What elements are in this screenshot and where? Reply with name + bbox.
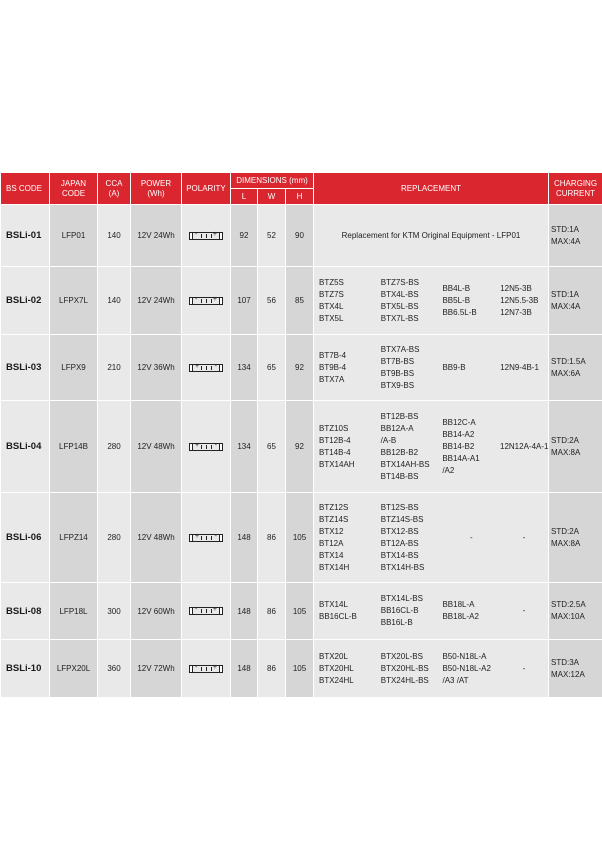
- length-cell: 107: [231, 267, 258, 335]
- replacement-item: BT9B-BS: [380, 368, 415, 378]
- replacement-grid: [314, 344, 548, 392]
- replacement-cell: [314, 335, 549, 401]
- battery-polarity-icon: [189, 607, 223, 615]
- replacement-item: BT14B-BS: [380, 471, 419, 481]
- charging-value: MAX:4A: [551, 236, 581, 246]
- cell-divider-icon: [201, 445, 202, 449]
- charging-cell: [549, 205, 602, 267]
- bs-code-cell: BSLi-06: [1, 493, 50, 583]
- replacement-item: B50-N18L-A2: [442, 663, 491, 673]
- length-cell: 134: [231, 335, 258, 401]
- bs-code-cell: BSLi-03: [1, 335, 50, 401]
- bs-code-header: BS CODE: [1, 173, 50, 205]
- replacement-item: BT12S-BS: [380, 502, 419, 512]
- polarity-left-symbol: -: [195, 606, 198, 614]
- length-cell: 148: [231, 493, 258, 583]
- replacement-item: BTX14: [319, 550, 344, 560]
- replacement-item: BB16CL-B: [380, 606, 419, 615]
- replacement-item: BTX24HL: [319, 675, 354, 685]
- terminal-right-icon: [219, 232, 223, 240]
- replacement-column: [381, 277, 443, 325]
- power-cell: 12V 36Wh: [131, 335, 182, 401]
- replacement-item: BTX5L: [319, 313, 344, 323]
- replacement-item: /A2: [442, 465, 455, 475]
- replacement-item: BT7B-BS: [380, 356, 415, 366]
- replacement-column: [319, 502, 381, 574]
- replacement-item: BTX12: [319, 526, 344, 536]
- replacement-item: BB18L-A: [442, 600, 475, 609]
- width-cell: 65: [258, 335, 286, 401]
- replacement-column: [500, 283, 548, 319]
- battery-polarity-icon: [189, 443, 223, 451]
- terminal-left-icon: [189, 297, 193, 305]
- charging-value: MAX:10A: [551, 612, 585, 621]
- cell-divider-icon: [206, 609, 207, 613]
- width-cell: 52: [258, 205, 286, 267]
- replacement-cell: [314, 267, 549, 335]
- charging-value: MAX:6A: [551, 368, 581, 378]
- replacement-item: BTX5L-BS: [380, 301, 419, 311]
- replacement-column: [319, 277, 381, 325]
- replacement-column: [442, 651, 500, 687]
- replacement-item: BB6.5L-B: [442, 307, 477, 317]
- replacement-column: [500, 441, 548, 453]
- replacement-item: BB12B-B2: [380, 447, 419, 457]
- battery-polarity-icon: [189, 534, 223, 542]
- height-cell: 105: [286, 640, 314, 698]
- cell-divider-icon: [201, 667, 202, 671]
- charging-value: STD:2A: [551, 435, 580, 445]
- replacement-item: BTX20L-BS: [380, 651, 423, 661]
- replacement-item: BTX7L-BS: [380, 313, 419, 323]
- replacement-column: [381, 344, 443, 392]
- replacement-item: 12N12A-4A-1: [500, 441, 549, 451]
- replacement-item: BTX12-BS: [380, 526, 419, 536]
- terminal-right-icon: [219, 607, 223, 615]
- cell-divider-icon: [211, 299, 212, 303]
- height-cell: 92: [286, 401, 314, 493]
- replacement-item: BTX14AH-BS: [380, 459, 430, 469]
- replacement-grid: [314, 502, 548, 574]
- polarity-right-symbol: -: [214, 532, 217, 540]
- cell-divider-icon: [201, 366, 202, 370]
- japan-code-cell: LFPX20L: [50, 640, 98, 698]
- replacement-item: 12N9-4B-1: [500, 362, 539, 372]
- charging-header-line1: CHARGING: [553, 178, 598, 188]
- replacement-item: BTX9-BS: [380, 380, 415, 390]
- replacement-cell: [314, 640, 549, 698]
- height-cell: 92: [286, 335, 314, 401]
- replacement-item: -: [522, 663, 526, 673]
- charging-header-line2: CURRENT: [555, 188, 596, 198]
- charging-cell: [549, 583, 602, 640]
- table-row: [1, 267, 602, 335]
- replacement-item: BTX20HL: [319, 663, 354, 673]
- polarity-right-symbol: -: [214, 362, 217, 370]
- terminal-right-icon: [219, 364, 223, 372]
- replacement-item: BTX14AH: [319, 459, 355, 469]
- replacement-column: [500, 663, 548, 675]
- replacement-item: BT12A: [319, 538, 344, 548]
- charging-cell: [549, 493, 602, 583]
- charging-value: STD:2.5A: [551, 600, 586, 609]
- height-cell: 105: [286, 493, 314, 583]
- replacement-column: [319, 599, 381, 623]
- cell-divider-icon: [211, 234, 212, 238]
- charging-value: MAX:8A: [551, 538, 581, 548]
- polarity-cell: [182, 493, 231, 583]
- replacement-item: BTX20L: [319, 651, 348, 661]
- replacement-item: BB5L-B: [442, 295, 471, 305]
- bs-code-cell: BSLi-08: [1, 583, 50, 640]
- battery-polarity-icon: [189, 297, 223, 305]
- cell-divider-icon: [206, 536, 207, 540]
- bs-code-cell: BSLi-04: [1, 401, 50, 493]
- replacement-item: BTX14L-BS: [380, 594, 423, 603]
- replacement-item: BTZ14S: [319, 514, 349, 524]
- replacement-column: [319, 423, 381, 471]
- charging-value: MAX:8A: [551, 447, 581, 457]
- replacement-item: BB4L-B: [442, 283, 471, 293]
- polarity-right-symbol: -: [214, 441, 217, 449]
- polarity-right-symbol: +: [212, 606, 217, 614]
- cell-divider-icon: [201, 234, 202, 238]
- terminal-right-icon: [219, 443, 223, 451]
- replacement-item: BTX20HL-BS: [380, 663, 429, 673]
- polarity-right-symbol: +: [212, 295, 217, 303]
- replacement-grid: [314, 651, 548, 687]
- charging-cell: [549, 335, 602, 401]
- terminal-right-icon: [219, 297, 223, 305]
- replacement-cell: [314, 205, 549, 267]
- cell-divider-icon: [211, 667, 212, 671]
- charging-value: STD:2A: [551, 526, 580, 536]
- replacement-column: [500, 362, 548, 374]
- battery-polarity-icon: [189, 364, 223, 372]
- replacement-item: BB16L-B: [380, 618, 413, 627]
- polarity-cell: [182, 267, 231, 335]
- width-cell: 86: [258, 493, 286, 583]
- polarity-left-symbol: +: [195, 532, 200, 540]
- cell-divider-icon: [206, 299, 207, 303]
- cca-cell: 280: [98, 493, 131, 583]
- replacement-item: -: [522, 532, 526, 542]
- replacement-item: BB12C-A: [442, 417, 476, 427]
- height-cell: 105: [286, 583, 314, 640]
- power-cell: 12V 24Wh: [131, 205, 182, 267]
- cell-divider-icon: [206, 445, 207, 449]
- replacement-column: [500, 532, 548, 544]
- charging-value: STD:1.5A: [551, 356, 586, 366]
- polarity-left-symbol: +: [195, 441, 200, 449]
- japan-code-cell: LFPX9: [50, 335, 98, 401]
- cell-divider-icon: [211, 609, 212, 613]
- replacement-column: [500, 605, 548, 617]
- charging-cell: [549, 267, 602, 335]
- replacement-item: BT7B-4: [319, 350, 347, 360]
- replacement-item: BTX4L-BS: [380, 289, 419, 299]
- terminal-left-icon: [189, 364, 193, 372]
- polarity-cell: [182, 583, 231, 640]
- japan-code-header: [50, 173, 98, 205]
- width-cell: 86: [258, 583, 286, 640]
- replacement-item: BTX14L: [319, 600, 348, 609]
- polarity-header: POLARITY: [182, 173, 231, 205]
- cell-divider-icon: [211, 366, 212, 370]
- replacement-column: [442, 532, 500, 544]
- replacement-item: 12N7-3B: [500, 307, 532, 317]
- cca-header: [98, 173, 131, 205]
- battery-spec-table: [0, 172, 602, 698]
- polarity-cell: [182, 205, 231, 267]
- bs-code-cell: BSLi-01: [1, 205, 50, 267]
- cell-divider-icon: [201, 609, 202, 613]
- replacement-column: [442, 417, 500, 477]
- replacement-item: BTZ5S: [319, 277, 344, 287]
- cell-divider-icon: [206, 234, 207, 238]
- dim-h-header: H: [286, 189, 314, 205]
- terminal-left-icon: [189, 232, 193, 240]
- polarity-cell: [182, 335, 231, 401]
- replacement-cell: [314, 583, 549, 640]
- charging-cell: [549, 640, 602, 698]
- table-row: [1, 335, 602, 401]
- cca-cell: 140: [98, 205, 131, 267]
- battery-polarity-icon: [189, 665, 223, 673]
- japan-code-cell: LFP01: [50, 205, 98, 267]
- replacement-item: BTZ7S-BS: [380, 277, 419, 287]
- power-header-line1: POWER: [140, 178, 172, 188]
- replacement-item: BB18L-A2: [442, 612, 479, 621]
- length-cell: 148: [231, 640, 258, 698]
- replacement-grid: [314, 277, 548, 325]
- table-row: [1, 205, 602, 267]
- replacement-column: [381, 411, 443, 483]
- replacement-grid: [314, 411, 548, 483]
- battery-table-container: [0, 172, 602, 698]
- replacement-item: BT14B-4: [319, 447, 351, 457]
- cca-header-line1: CCA: [105, 178, 123, 188]
- terminal-left-icon: [189, 443, 193, 451]
- length-cell: 134: [231, 401, 258, 493]
- replacement-item: BB12A-A: [380, 423, 414, 433]
- table-row: [1, 401, 602, 493]
- length-cell: 148: [231, 583, 258, 640]
- replacement-item: B50-N18L-A: [442, 651, 487, 661]
- charging-cell: [549, 401, 602, 493]
- replacement-item: BB14-A2: [442, 429, 475, 439]
- terminal-right-icon: [219, 665, 223, 673]
- power-cell: 12V 48Wh: [131, 401, 182, 493]
- bs-code-cell: BSLi-02: [1, 267, 50, 335]
- polarity-right-symbol: +: [212, 663, 217, 671]
- bs-code-cell: BSLi-10: [1, 640, 50, 698]
- japan-code-header-line2: CODE: [61, 188, 86, 198]
- replacement-column: [319, 350, 381, 386]
- cca-header-line2: (A): [108, 188, 120, 198]
- width-cell: 86: [258, 640, 286, 698]
- replacement-item: BTZ14S-BS: [380, 514, 424, 524]
- replacement-header: REPLACEMENT: [314, 173, 549, 205]
- polarity-left-symbol: -: [195, 663, 198, 671]
- cell-divider-icon: [206, 667, 207, 671]
- dim-w-header: W: [258, 189, 286, 205]
- cca-cell: 280: [98, 401, 131, 493]
- charging-value: STD:1A: [551, 289, 580, 299]
- replacement-text: Replacement for KTM Original Equipment - LFP01: [341, 230, 521, 240]
- cca-cell: 140: [98, 267, 131, 335]
- replacement-column: [381, 502, 443, 574]
- table-body: [1, 205, 602, 698]
- replacement-item: BT12B-4: [319, 435, 351, 445]
- height-cell: 85: [286, 267, 314, 335]
- cell-divider-icon: [201, 536, 202, 540]
- replacement-item: BTX7A: [319, 374, 345, 384]
- power-cell: 12V 48Wh: [131, 493, 182, 583]
- battery-polarity-icon: [189, 232, 223, 240]
- replacement-cell: [314, 401, 549, 493]
- dimensions-header: DIMENSIONS (mm): [231, 173, 314, 189]
- replacement-item: 12N5.5-3B: [500, 295, 539, 305]
- replacement-item: -: [470, 532, 473, 542]
- power-header: [131, 173, 182, 205]
- header-row-top: [1, 173, 602, 189]
- replacement-column: [442, 362, 500, 374]
- replacement-grid: [314, 593, 548, 629]
- table-row: [1, 640, 602, 698]
- table-row: [1, 583, 602, 640]
- terminal-left-icon: [189, 607, 193, 615]
- terminal-left-icon: [189, 665, 193, 673]
- replacement-item: BT9B-4: [319, 362, 347, 372]
- replacement-item: BB14-B2: [442, 441, 475, 451]
- replacement-cell: [314, 493, 549, 583]
- cell-divider-icon: [206, 366, 207, 370]
- width-cell: 65: [258, 401, 286, 493]
- replacement-item: BTX7A-BS: [380, 344, 420, 354]
- replacement-item: BT12A-BS: [380, 538, 419, 548]
- japan-code-cell: LFPX7L: [50, 267, 98, 335]
- replacement-item: BTX24HL-BS: [380, 675, 429, 685]
- polarity-cell: [182, 640, 231, 698]
- cell-divider-icon: [211, 536, 212, 540]
- cca-cell: 300: [98, 583, 131, 640]
- replacement-column: [381, 593, 443, 629]
- power-cell: 12V 60Wh: [131, 583, 182, 640]
- charging-value: MAX:12A: [551, 669, 585, 679]
- replacement-item: /A-B: [380, 435, 397, 445]
- replacement-item: BT12B-BS: [380, 411, 419, 421]
- terminal-left-icon: [189, 534, 193, 542]
- power-header-line2: (Wh): [147, 188, 165, 198]
- replacement-item: /A3 /AT: [442, 675, 469, 685]
- charging-header: [549, 173, 602, 205]
- replacement-item: BTZ7S: [319, 289, 344, 299]
- power-cell: 12V 72Wh: [131, 640, 182, 698]
- japan-code-header-line1: JAPAN: [60, 178, 87, 188]
- replacement-column: [442, 283, 500, 319]
- polarity-cell: [182, 401, 231, 493]
- replacement-item: BTX14H-BS: [380, 562, 425, 572]
- replacement-column: [381, 651, 443, 687]
- replacement-column: [442, 599, 500, 623]
- replacement-item: -: [522, 606, 526, 615]
- replacement-item: BB14A-A1: [442, 453, 480, 463]
- cca-cell: 360: [98, 640, 131, 698]
- height-cell: 90: [286, 205, 314, 267]
- table-row: [1, 493, 602, 583]
- polarity-left-symbol: +: [195, 362, 200, 370]
- cell-divider-icon: [201, 299, 202, 303]
- cca-cell: 210: [98, 335, 131, 401]
- cell-divider-icon: [211, 445, 212, 449]
- length-cell: 92: [231, 205, 258, 267]
- replacement-item: BB9-B: [442, 362, 466, 372]
- charging-value: MAX:4A: [551, 301, 581, 311]
- replacement-item: BTX4L: [319, 301, 344, 311]
- japan-code-cell: LFP18L: [50, 583, 98, 640]
- terminal-right-icon: [219, 534, 223, 542]
- charging-value: STD:3A: [551, 657, 580, 667]
- replacement-item: 12N5-3B: [500, 283, 532, 293]
- replacement-item: BTX14H: [319, 562, 350, 572]
- polarity-left-symbol: -: [195, 295, 198, 303]
- replacement-item: BTZ10S: [319, 423, 349, 433]
- replacement-item: BTX14-BS: [380, 550, 419, 560]
- width-cell: 56: [258, 267, 286, 335]
- replacement-item: BTZ12S: [319, 502, 349, 512]
- replacement-column: [319, 651, 381, 687]
- polarity-left-symbol: -: [195, 230, 198, 238]
- replacement-item: BB16CL-B: [319, 612, 357, 621]
- charging-value: STD:1A: [551, 224, 580, 234]
- japan-code-cell: LFP14B: [50, 401, 98, 493]
- polarity-right-symbol: +: [212, 230, 217, 238]
- power-cell: 12V 24Wh: [131, 267, 182, 335]
- dim-l-header: L: [231, 189, 258, 205]
- japan-code-cell: LFPZ14: [50, 493, 98, 583]
